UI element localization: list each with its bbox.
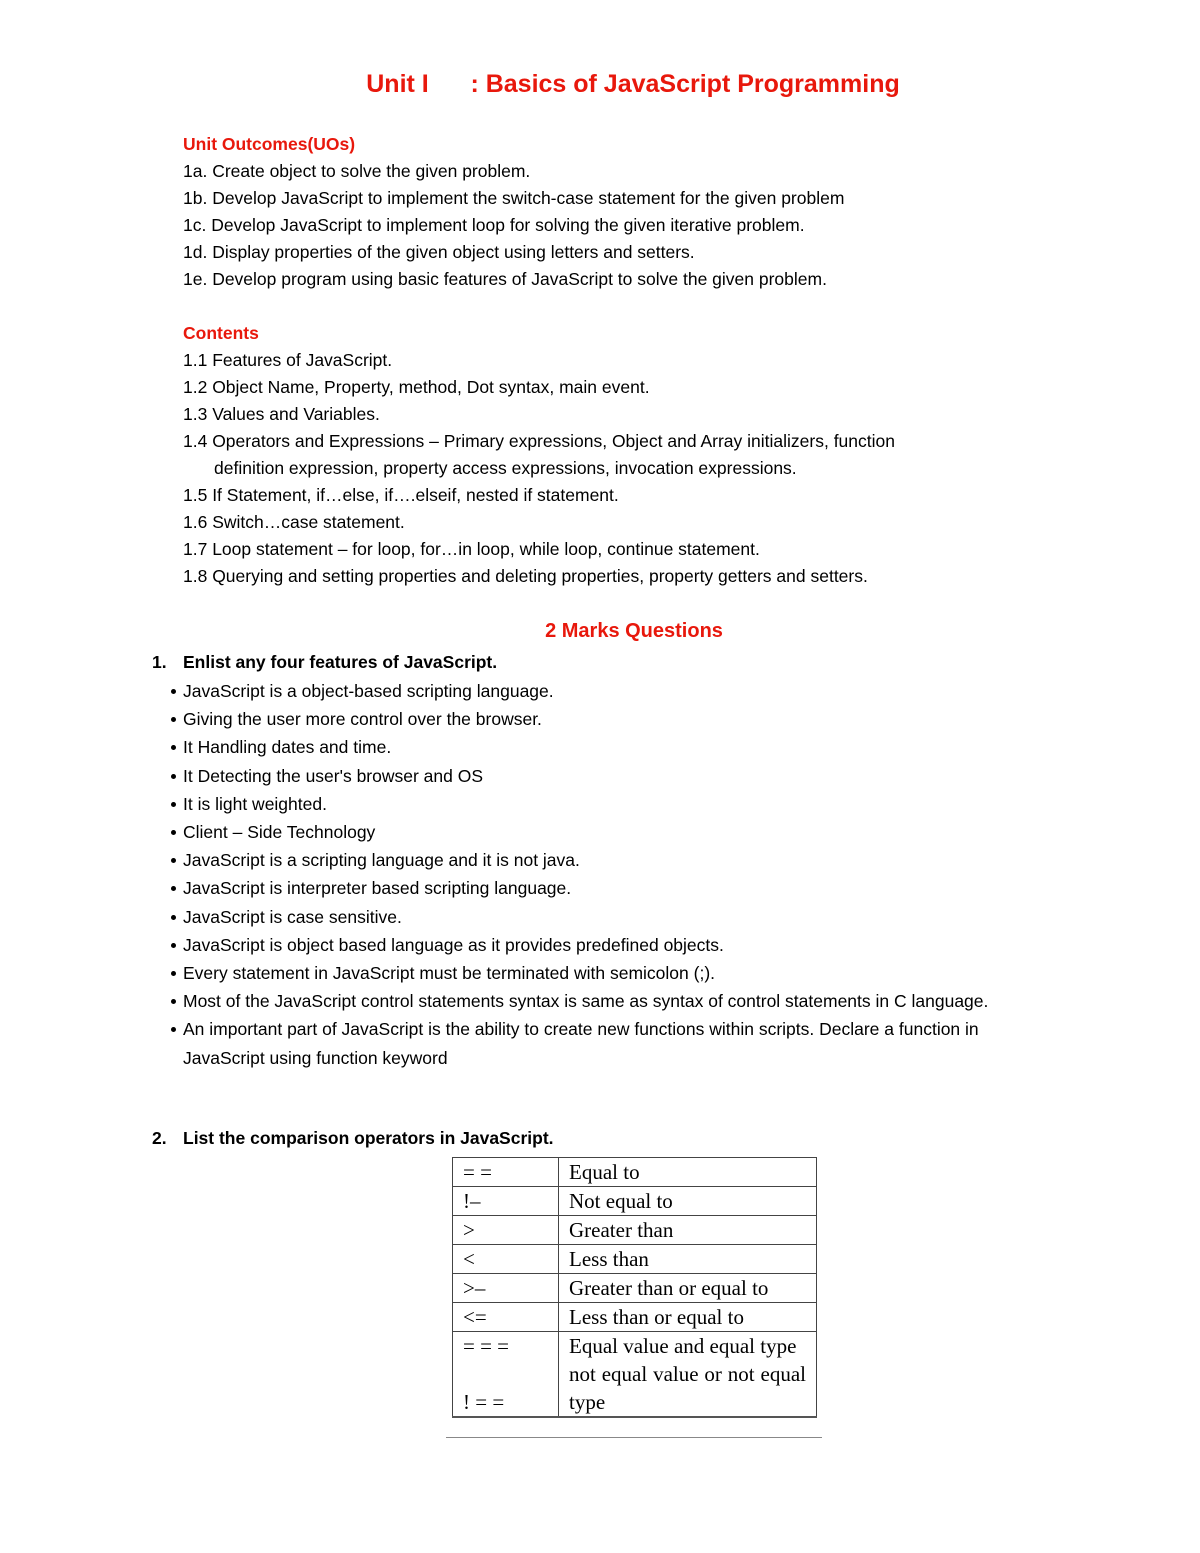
unit-outcomes — [183, 131, 1043, 293]
outcomes-heading: Unit Outcomes(UOs) — [183, 134, 356, 154]
list-item: Giving the user more control over the browser. — [183, 705, 1033, 733]
list-item: An important part of JavaScript is the ability to create new functions within scripts. Declare a function in JavaScript using function keyword — [183, 1015, 1033, 1071]
contents-heading: Contents — [183, 323, 259, 343]
list-item: Client – Side Technology — [183, 818, 1033, 846]
list-item: JavaScript is a object-based scripting language. — [183, 677, 1033, 705]
question-2 — [152, 1124, 554, 1152]
question-number: 1. — [152, 652, 167, 672]
operator-cell: > — [453, 1216, 559, 1245]
list-item: It Detecting the user's browser and OS — [183, 762, 1033, 790]
table-row — [453, 1274, 817, 1303]
description-cell: Less than or equal to — [559, 1303, 817, 1332]
outcome-item: 1d. Display properties of the given object using letters and setters. — [183, 242, 695, 262]
unit-label: Unit I — [366, 70, 429, 98]
table-row — [453, 1187, 817, 1216]
question-text: Enlist any four features of JavaScript. — [183, 652, 498, 672]
outcome-item: 1c. Develop JavaScript to implement loop for solving the given iterative problem. — [183, 215, 805, 235]
question-number: 2. — [152, 1128, 167, 1148]
description-cell — [559, 1332, 817, 1418]
contents-item: 1.1 Features of JavaScript. — [183, 350, 393, 370]
list-item: It Handling dates and time. — [183, 733, 1033, 761]
list-item: It is light weighted. — [183, 790, 1033, 818]
list-item: Every statement in JavaScript must be terminated with semicolon (;). — [183, 959, 1033, 987]
description-cell: Greater than or equal to — [559, 1274, 817, 1303]
description-cell: Equal to — [559, 1158, 817, 1187]
operator-cell — [453, 1332, 559, 1418]
table-row — [453, 1216, 817, 1245]
comparison-operators-table — [452, 1157, 817, 1418]
contents-item: definition expression, property access expressions, invocation expressions. — [214, 458, 797, 478]
operator-cell: < — [453, 1245, 559, 1274]
table-row — [453, 1158, 817, 1187]
table-row — [453, 1332, 817, 1418]
description-cell: Greater than — [559, 1216, 817, 1245]
question-text: List the comparison operators in JavaScript. — [183, 1128, 554, 1148]
list-item: JavaScript is case sensitive. — [183, 903, 1033, 931]
question-1 — [152, 648, 497, 676]
unit-title: : Basics of JavaScript Programming — [470, 70, 900, 98]
operator-strict-equal: = = = — [463, 1334, 510, 1358]
table-underline — [446, 1437, 822, 1438]
contents-item: 1.4 Operators and Expressions – Primary expressions, Object and Array initializers, function — [183, 431, 895, 451]
outcome-item: 1b. Develop JavaScript to implement the switch-case statement for the given problem — [183, 188, 845, 208]
list-item: Most of the JavaScript control statements syntax is same as syntax of control statements in C language. — [183, 987, 1033, 1015]
operator-cell: !– — [453, 1187, 559, 1216]
operator-cell: = = — [453, 1158, 559, 1187]
list-item: JavaScript is interpreter based scripting language. — [183, 874, 1033, 902]
table-row — [453, 1303, 817, 1332]
operator-strict-not-equal: ! = = — [463, 1390, 505, 1414]
description-strict-equal: Equal value and equal type — [569, 1334, 797, 1358]
description-strict-not-equal: not equal value or not equal type — [569, 1362, 806, 1414]
contents-item: 1.6 Switch…case statement. — [183, 512, 405, 532]
marks-heading: 2 Marks Questions — [545, 620, 723, 642]
description-cell: Less than — [559, 1245, 817, 1274]
page-title — [0, 70, 1200, 99]
contents-item: 1.5 If Statement, if…else, if….elseif, nested if statement. — [183, 485, 619, 505]
contents-item: 1.8 Querying and setting properties and deleting properties, property getters and setters. — [183, 566, 868, 586]
list-item: JavaScript is object based language as it provides predefined objects. — [183, 931, 1033, 959]
features-list — [183, 677, 1033, 1072]
outcome-item: 1e. Develop program using basic features of JavaScript to solve the given problem. — [183, 269, 827, 289]
outcome-item: 1a. Create object to solve the given problem. — [183, 161, 531, 181]
description-cell: Not equal to — [559, 1187, 817, 1216]
contents-item: 1.2 Object Name, Property, method, Dot syntax, main event. — [183, 377, 650, 397]
contents-item: 1.7 Loop statement – for loop, for…in loop, while loop, continue statement. — [183, 539, 760, 559]
contents — [183, 320, 1043, 590]
operator-cell: <= — [453, 1303, 559, 1332]
operator-cell: >– — [453, 1274, 559, 1303]
list-item: JavaScript is a scripting language and it is not java. — [183, 846, 1033, 874]
table-row — [453, 1245, 817, 1274]
contents-item: 1.3 Values and Variables. — [183, 404, 380, 424]
